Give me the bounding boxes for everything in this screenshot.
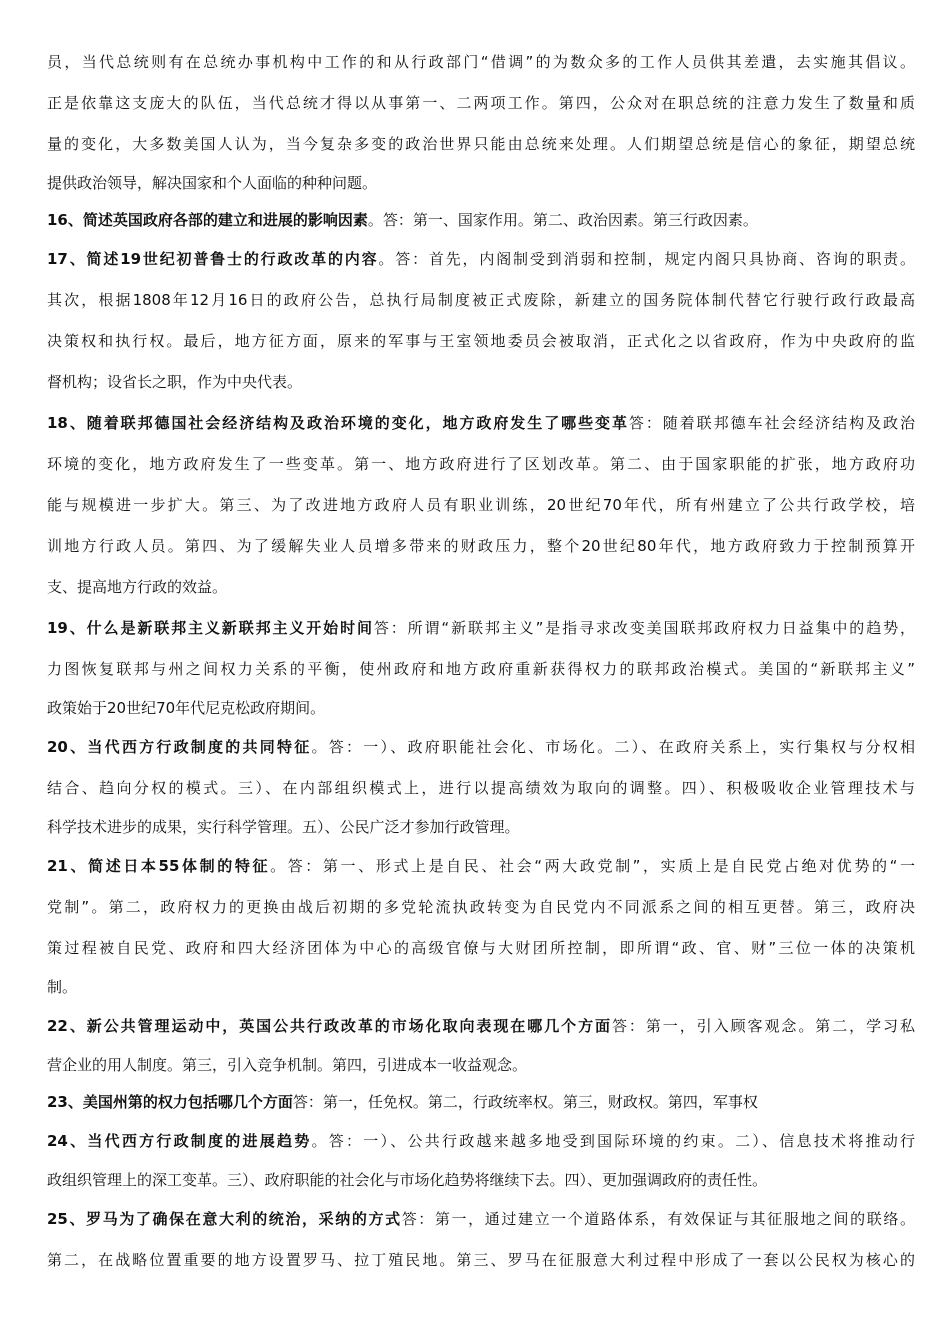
question-line: 20、当代西方行政制度的共同特征。答：一）、政府职能社会化、市场化。二）、在政府关系上，实行集权与分权相 <box>47 738 915 756</box>
text-line: 能与规模进一步扩大。第三、为了改进地方政府人员有职业训练，20世纪70年代，所有州建立了公共行政学校，培 <box>47 496 915 514</box>
document-page <box>47 42 915 1281</box>
question-heading: 25、罗马为了确保在意大利的统治，采纳的方式 <box>47 1210 402 1228</box>
question-line: 23、美国州第的权力包括哪几个方面答：第一，任免权。第二，行政统率权。第三，财政权。第四，军事权 <box>47 1093 758 1111</box>
text-line: 力图恢复联邦与州之间权力关系的平衡，使州政府和地方政府重新获得权力的联邦政治模式。美国的“新联邦主义” <box>47 660 915 678</box>
question-heading: 19、什么是新联邦主义新联邦主义开始时间 <box>47 619 374 637</box>
text-line: 正是依靠这支庞大的队伍，当代总统才得以从事第一、二两项工作。第四，公众对在职总统的注意力发生了数量和质 <box>47 94 915 112</box>
text-line: 政策始于20世纪70年代尼克松政府期间。 <box>47 699 326 717</box>
text-line: 督机构；设省长之职，作为中央代表。 <box>47 373 303 391</box>
text-line: 训地方行政人员。第四、为了缓解失业人员增多带来的财政压力，整个20世纪80年代，地方政府致力于控制预算开 <box>47 537 915 555</box>
text-line: 决策权和执行权。最后，地方征方面，原来的军事与王室领地委员会被取消，正式化之以省政府，作为中央政府的监 <box>47 332 915 350</box>
text-line: 其次，根据1808年12月16日的政府公告，总执行局制度被正式废除，新建立的国务院体制代替它行驶行政行政最高 <box>47 291 915 309</box>
question-line: 21、简述日本55体制的特征。答：第一、形式上是自民、社会“两大政党制”，实质上是自民党占绝对优势的“一 <box>47 857 915 875</box>
text-line: 制。 <box>47 978 78 996</box>
text-line: 提供政治领导，解决国家和个人面临的种种问题。 <box>47 174 378 192</box>
question-line: 25、罗马为了确保在意大利的统治，采纳的方式答：第一，通过建立一个道路体系，有效保证与其征服地之间的联络。 <box>47 1210 915 1228</box>
question-heading: 23、美国州第的权力包括哪几个方面 <box>47 1093 293 1111</box>
question-line: 22、新公共管理运动中，英国公共行政改革的市场化取向表现在哪几个方面答：第一，引入顾客观念。第二，学习私 <box>47 1017 915 1035</box>
text-line: 量的变化，大多数美国人认为，当今复杂多变的政治世界只能由总统来处理。人们期望总统是信心的象征，期望总统 <box>47 135 915 153</box>
question-heading: 22、新公共管理运动中，英国公共行政改革的市场化取向表现在哪几个方面 <box>47 1017 612 1035</box>
text-line: 科学技术进步的成果，实行科学管理。五）、公民广泛才参加行政管理。 <box>47 818 520 836</box>
question-heading: 18、随着联邦德国社会经济结构及政治环境的变化，地方政府发生了哪些变革 <box>47 414 629 432</box>
question-line: 16、简述英国政府各部的建立和进展的影响因素。答：第一、国家作用。第二、政治因素。第三行政因素。 <box>47 211 758 229</box>
question-heading: 24、当代西方行政制度的进展趋势 <box>47 1132 312 1150</box>
text-line: 政组织管理上的深工变革。三）、政府职能的社会化与市场化趋势将继续下去。四）、更加强调政府的责任性。 <box>47 1171 768 1189</box>
question-heading: 17、简述19世纪初普鲁士的行政改革的内容 <box>47 250 379 268</box>
text-line: 环境的变化，地方政府发生了一些变革。第一、地方政府进行了区划改革。第二、由于国家职能的扩张，地方政府功 <box>47 455 915 473</box>
question-line: 24、当代西方行政制度的进展趋势。答：一）、公共行政越来越多地受到国际环境的约束。二）、信息技术将推动行 <box>47 1132 915 1150</box>
text-line: 支、提高地方行政的效益。 <box>47 578 228 596</box>
question-heading: 16、简述英国政府各部的建立和进展的影响因素 <box>47 211 368 229</box>
text-line: 结合、趋向分权的模式。三）、在内部组织模式上，进行以提高绩效为取向的调整。四）、积极吸收企业管理技术与 <box>47 779 915 797</box>
text-line: 员，当代总统则有在总统办事机构中工作的和从行政部门“借调”的为数众多的工作人员供其差遣，去实施其倡议。 <box>47 53 915 71</box>
text-line: 策过程被自民党、政府和四大经济团体为中心的高级官僚与大财团所控制，即所谓“政、官、财”三位一体的决策机 <box>47 939 915 957</box>
text-line: 党制”。第二，政府权力的更换由战后初期的多党轮流执政转变为自民党内不同派系之间的相互更替。第三，政府决 <box>47 898 915 916</box>
question-line: 17、简述19世纪初普鲁士的行政改革的内容。答：首先，内阁制受到消弱和控制，规定内阁只具协商、咨询的职责。 <box>47 250 915 268</box>
text-line: 营企业的用人制度。第三，引入竞争机制。第四，引进成本一收益观念。 <box>47 1056 528 1074</box>
question-heading: 20、当代西方行政制度的共同特征 <box>47 738 312 756</box>
text-line: 第二，在战略位置重要的地方设置罗马、拉丁殖民地。第三、罗马在征服意大利过程中形成了一套以公民权为核心的 <box>47 1251 915 1269</box>
question-heading: 21、简述日本55体制的特征 <box>47 857 271 875</box>
question-line: 19、什么是新联邦主义新联邦主义开始时间答：所谓“新联邦主义”是指寻求改变美国联邦政府权力日益集中的趋势， <box>47 619 915 637</box>
question-line: 18、随着联邦德国社会经济结构及政治环境的变化，地方政府发生了哪些变革答：随着联邦德车社会经济结构及政治 <box>47 414 915 432</box>
